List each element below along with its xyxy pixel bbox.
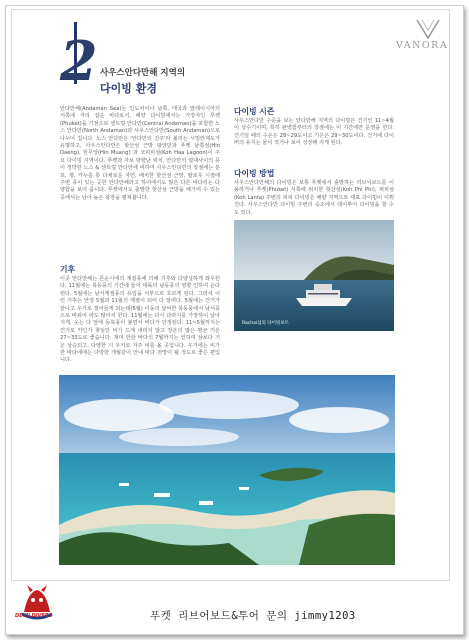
climate-heading: 기후 xyxy=(60,265,76,274)
devildivers-logo-icon xyxy=(18,582,56,626)
dive-boat-photo xyxy=(234,220,394,331)
diving-method-paragraph: 사우스안다만해의 다이빙은 보통 푸켓에서 출발하는 리브어보드를 이용하거나 푸켓(Phuket) 서쪽에 위치한 핫산섬(Koh Phi Phi), 피피섬(Koh Lanta) 주변의 피피 다이빙은 해양 지역으로 대표 다이빙이 이뤄진다. 사우스안다만 다이빙 주변의 숙소에서 데이투어 다이빙을 할 수도 있다. xyxy=(234,180,394,216)
intro-paragraph: 안다만해(Andaman Sea)는 인도차이나 남쪽, 태국과 말레이시아의 서쪽에 자리 잡은 바다로서, 해양 다이빙에서는 가장자인 푸켓(Phuket)을 기점으로 센트럴 안다만(Central Andaman)을 포함한 노스 안다만(North Andaman)과 사우스안다만(South Andaman)으로 나누어 집니다. 노스 안다만은 '안다만의 진주'라 불리는 시밀란제도가 유명하고, 사우스안다만은 핫산섬 근방 팡앙만과 푸켓 남쪽섬(Hin Daeng), 힌무앙(Hin Muang) 과 코피피섬(Koh Haa Lagoon)이 주요 다이빙 지역이다. 푸켓과 자보 방향난 위치, 안다만의 열대사이의 풍이 정박한 노스 & 센트럴 안다만에 비하여 사우스안다만의 장점에는 분포, 평, 카누를 통 다채로운 자연, 배치한 핫산섬 근방, 팔로우 시절에 주변 풍이 있는 곳한 안다만해라고 하여에서도 많은 다른 바다리는 다양함을 보여 줍니다. 푸켓에서도 출발한 핫산섬 근방을 해가며 수 있는 곳에서는 남아 높은 광장을 펼쳐봅니다. xyxy=(60,106,220,201)
contact-footer: 푸켓 리브어보드&투어 문의 jimmy1203 xyxy=(150,610,356,622)
beach-aerial-photo xyxy=(59,375,395,565)
diving-season-paragraph: 사우스안다만 수준을 보는 안다만해 지역의 다이빙은 건기인 11~4월이 성수기이며, 특히 완벽함부터의 장점에는 이 기간에만 운영을 한다. 건기일 때의 수온은 28~29도이고 기온은 29~30도이다. 건기에 다이버의 유지는 물이 적거나 보이 성장해 지게 된다. xyxy=(234,118,394,147)
chapter-subtitle: 사우스안다만해 지역의 xyxy=(100,68,186,78)
devildivers-logo-text: DEVILDIVERS xyxy=(15,613,53,619)
diving-method-heading: 다이빙 방법 xyxy=(234,169,275,178)
chapter-title: 다이빙 환경 xyxy=(100,82,157,95)
diving-season-heading: 다이빙 시즌 xyxy=(234,107,275,116)
vanora-logo-text: VANORA xyxy=(396,40,449,51)
photo-caption: Rachai섬의 다이빙보트 xyxy=(242,321,289,326)
vanora-logo-icon xyxy=(414,18,442,40)
climate-paragraph: 이곳 안다만해는 몬순시에의 계절풍에 의해 기후와 다양성하게 좌우된다. 11월에는 북동풍의 기간에 들어 대륙의 남동풍의 영향 인하여 온다된다. 5월에는 남서계절풍의 유입을 서부으로 흐르게 된다. 그러셔 이런 기후는 안정 5월과 11월의 계절이 되어 다 알려다. 5월에는 건기가 끝나고 우기로 접어들게 되는데(5월) 이동의 날씨한 북동풍에서 남서풍으로 바뀌어 파도 많아지 한다. 11월에는 다시 다라지를 가장하이 날아지게, 웃는 다 앞에 동북풍이 불면서 바다가 안정된다. 11~5월까지는 건기로 카딘가 찾일만 비가 드게 내리지 않고 장온의 많은 평균 기온 27~33도로 좋습니다. 재미 안한 바다의 7월까지는 인하여 삼보다 기온 상승되고, 다양한 시 우기로 자주 비를 올 곳입니다. 우기에는 비가 한 바다에에는 다방한 개월같이 안내 바다 전망이 될 정도로 좋은 편입니다. xyxy=(60,276,220,364)
chapter-number: 2 xyxy=(60,29,98,93)
